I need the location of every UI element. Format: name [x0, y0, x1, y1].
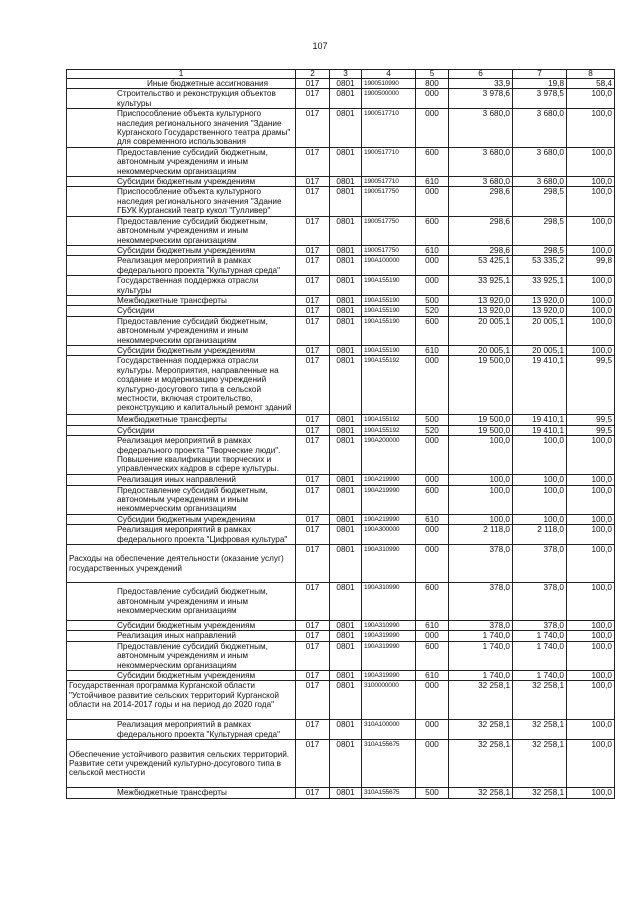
row-name-cell: Государственная программа Курганской области "Устойчивое развитие сельских территорий Курганской области на 2014-2017 годы и на период до 2020 года" — [67, 681, 296, 720]
expense-type-cell: 610 — [416, 621, 449, 631]
admin-code-cell: 017 — [296, 295, 330, 305]
admin-code-cell: 017 — [296, 475, 330, 485]
section-code-cell: 0801 — [330, 583, 362, 621]
page-number: 107 — [312, 41, 328, 51]
table-row — [67, 316, 615, 345]
expense-type-cell: 500 — [416, 295, 449, 305]
row-name-cell: Строительство и реконструкция объектов культуры — [67, 89, 296, 109]
admin-code-cell: 017 — [296, 641, 330, 670]
actual-amount-cell: 53 335,2 — [513, 256, 567, 276]
planned-amount-cell: 19 500,0 — [449, 415, 513, 425]
row-name-cell: Предоставление субсидий бюджетным, автономным учреждениям и иным некоммерческим организациям — [67, 147, 296, 176]
planned-amount-cell: 53 425,1 — [449, 256, 513, 276]
table-row — [67, 256, 615, 276]
planned-amount-cell: 20 005,1 — [449, 345, 513, 355]
admin-code-cell: 017 — [296, 79, 330, 89]
planned-amount-cell: 32 258,1 — [449, 740, 513, 788]
row-name-cell: Реализация мероприятий в рамках федерального проекта "Культурная среда" — [67, 720, 296, 740]
planned-amount-cell: 378,0 — [449, 621, 513, 631]
expense-type-cell: 000 — [416, 89, 449, 109]
section-code-cell: 0801 — [330, 295, 362, 305]
section-code-cell: 0801 — [330, 641, 362, 670]
column-header: 6 — [449, 70, 513, 79]
admin-code-cell: 017 — [296, 671, 330, 681]
target-article-cell: 190A300000 — [362, 525, 416, 545]
planned-amount-cell: 298,6 — [449, 187, 513, 216]
section-code-cell: 0801 — [330, 306, 362, 316]
execution-percent-cell: 58,4 — [567, 79, 615, 89]
admin-code-cell: 017 — [296, 525, 330, 545]
actual-amount-cell: 32 258,1 — [513, 788, 567, 799]
expense-type-cell: 000 — [416, 475, 449, 485]
actual-amount-cell: 298,5 — [513, 187, 567, 216]
admin-code-cell: 017 — [296, 436, 330, 475]
planned-amount-cell: 19 500,0 — [449, 356, 513, 415]
execution-percent-cell: 100,0 — [567, 671, 615, 681]
actual-amount-cell: 20 005,1 — [513, 316, 567, 345]
section-code-cell: 0801 — [330, 485, 362, 514]
target-article-cell: 3100000000 — [362, 681, 416, 720]
admin-code-cell: 017 — [296, 621, 330, 631]
execution-percent-cell: 100,0 — [567, 740, 615, 788]
table-row — [67, 514, 615, 524]
expense-type-cell: 500 — [416, 415, 449, 425]
expense-type-cell: 000 — [416, 525, 449, 545]
planned-amount-cell: 1 740,0 — [449, 631, 513, 641]
execution-percent-cell: 100,0 — [567, 276, 615, 296]
section-code-cell: 0801 — [330, 514, 362, 524]
table-row — [67, 276, 615, 296]
row-name-cell: Предоставление субсидий бюджетным, автономным учреждениям и иным некоммерческим организациям — [67, 216, 296, 245]
table-row — [67, 681, 615, 720]
row-name-cell: Государственная поддержка отрасли культуры — [67, 276, 296, 296]
admin-code-cell: 017 — [296, 276, 330, 296]
planned-amount-cell: 20 005,1 — [449, 316, 513, 345]
actual-amount-cell: 20 005,1 — [513, 345, 567, 355]
planned-amount-cell: 1 740,0 — [449, 641, 513, 670]
planned-amount-cell: 3 978,6 — [449, 89, 513, 109]
expense-type-cell: 000 — [416, 545, 449, 583]
target-article-cell: 190A200000 — [362, 436, 416, 475]
expense-type-cell: 600 — [416, 147, 449, 176]
row-name-cell: Обеспечение устойчивого развития сельских территорий. Развитие сети учреждений культурно-досугового типа в сельской местности — [67, 740, 296, 788]
table-row — [67, 720, 615, 740]
row-name-cell: Предоставление субсидий бюджетным, автономным учреждениям и иным некоммерческим организациям — [67, 485, 296, 514]
section-code-cell: 0801 — [330, 245, 362, 255]
planned-amount-cell: 298,6 — [449, 216, 513, 245]
planned-amount-cell: 3 680,0 — [449, 147, 513, 176]
admin-code-cell: 017 — [296, 583, 330, 621]
expense-type-cell: 600 — [416, 216, 449, 245]
target-article-cell: 1900517710 — [362, 147, 416, 176]
section-code-cell: 0801 — [330, 671, 362, 681]
table-row — [67, 525, 615, 545]
admin-code-cell: 017 — [296, 788, 330, 799]
admin-code-cell: 017 — [296, 177, 330, 187]
execution-percent-cell: 100,0 — [567, 245, 615, 255]
table-row — [67, 245, 615, 255]
section-code-cell: 0801 — [330, 89, 362, 109]
admin-code-cell: 017 — [296, 415, 330, 425]
expense-type-cell: 000 — [416, 436, 449, 475]
expense-type-cell: 610 — [416, 245, 449, 255]
column-header: 2 — [296, 70, 330, 79]
admin-code-cell: 017 — [296, 187, 330, 216]
expense-type-cell: 500 — [416, 788, 449, 799]
target-article-cell: 1900517710 — [362, 177, 416, 187]
actual-amount-cell: 13 920,0 — [513, 295, 567, 305]
actual-amount-cell: 19 410,1 — [513, 356, 567, 415]
admin-code-cell: 017 — [296, 89, 330, 109]
actual-amount-cell: 3 978,5 — [513, 89, 567, 109]
table-row — [67, 545, 615, 583]
section-code-cell: 0801 — [330, 356, 362, 415]
section-code-cell: 0801 — [330, 631, 362, 641]
row-name-cell: Реализация мероприятий в рамках федерального проекта "Цифровая культура" — [67, 525, 296, 545]
admin-code-cell: 017 — [296, 306, 330, 316]
target-article-cell: 1900517710 — [362, 109, 416, 148]
expense-type-cell: 600 — [416, 316, 449, 345]
execution-percent-cell: 100,0 — [567, 485, 615, 514]
table-row — [67, 485, 615, 514]
target-article-cell: 190A219990 — [362, 485, 416, 514]
expense-type-cell: 000 — [416, 187, 449, 216]
actual-amount-cell: 100,0 — [513, 475, 567, 485]
section-code-cell: 0801 — [330, 316, 362, 345]
admin-code-cell: 017 — [296, 740, 330, 788]
actual-amount-cell: 1 740,0 — [513, 631, 567, 641]
target-article-cell: 190A219990 — [362, 475, 416, 485]
planned-amount-cell: 1 740,0 — [449, 671, 513, 681]
admin-code-cell: 017 — [296, 256, 330, 276]
section-code-cell: 0801 — [330, 681, 362, 720]
column-header: 8 — [567, 70, 615, 79]
expense-type-cell: 600 — [416, 641, 449, 670]
target-article-cell: 190A319990 — [362, 631, 416, 641]
admin-code-cell: 017 — [296, 216, 330, 245]
admin-code-cell: 017 — [296, 245, 330, 255]
planned-amount-cell: 33,9 — [449, 79, 513, 89]
row-name-cell: Приспособление объекта культурного наследия регионального значения "Здание Курганского Государственного театра драмы" для современного использования — [67, 109, 296, 148]
actual-amount-cell: 32 258,1 — [513, 740, 567, 788]
row-name-cell: Субсидии бюджетным учреждениям — [67, 177, 296, 187]
table-row — [67, 621, 615, 631]
table-row — [67, 583, 615, 621]
target-article-cell: 310A155675 — [362, 788, 416, 799]
section-code-cell: 0801 — [330, 216, 362, 245]
section-code-cell: 0801 — [330, 436, 362, 475]
section-code-cell: 0801 — [330, 525, 362, 545]
table-row — [67, 436, 615, 475]
actual-amount-cell: 32 258,1 — [513, 720, 567, 740]
target-article-cell: 190A100000 — [362, 256, 416, 276]
expense-type-cell: 000 — [416, 740, 449, 788]
execution-percent-cell: 100,0 — [567, 545, 615, 583]
target-article-cell: 190A155192 — [362, 425, 416, 435]
execution-percent-cell: 100,0 — [567, 306, 615, 316]
execution-percent-cell: 100,0 — [567, 316, 615, 345]
actual-amount-cell: 298,5 — [513, 216, 567, 245]
planned-amount-cell: 32 258,1 — [449, 720, 513, 740]
expense-type-cell: 000 — [416, 720, 449, 740]
execution-percent-cell: 100,0 — [567, 216, 615, 245]
table-row — [67, 79, 615, 89]
expense-type-cell: 610 — [416, 671, 449, 681]
row-name-cell: Субсидии бюджетным учреждениям — [67, 245, 296, 255]
execution-percent-cell: 100,0 — [567, 621, 615, 631]
target-article-cell: 190A219990 — [362, 514, 416, 524]
planned-amount-cell: 32 258,1 — [449, 788, 513, 799]
section-code-cell: 0801 — [330, 415, 362, 425]
expense-type-cell: 000 — [416, 681, 449, 720]
execution-percent-cell: 100,0 — [567, 177, 615, 187]
admin-code-cell: 017 — [296, 356, 330, 415]
execution-percent-cell: 100,0 — [567, 89, 615, 109]
target-article-cell: 190A155190 — [362, 276, 416, 296]
actual-amount-cell: 100,0 — [513, 514, 567, 524]
row-name-cell: Иные бюджетные ассигнования — [67, 79, 296, 89]
target-article-cell: 310A100000 — [362, 720, 416, 740]
admin-code-cell: 017 — [296, 345, 330, 355]
table-row — [67, 216, 615, 245]
section-code-cell: 0801 — [330, 256, 362, 276]
table-row — [67, 425, 615, 435]
actual-amount-cell: 378,0 — [513, 583, 567, 621]
actual-amount-cell: 3 680,0 — [513, 109, 567, 148]
section-code-cell: 0801 — [330, 475, 362, 485]
planned-amount-cell: 378,0 — [449, 545, 513, 583]
execution-percent-cell: 100,0 — [567, 187, 615, 216]
execution-percent-cell: 100,0 — [567, 583, 615, 621]
table-row — [67, 788, 615, 799]
actual-amount-cell: 32 258,1 — [513, 681, 567, 720]
row-name-cell: Межбюджетные трансферты — [67, 788, 296, 799]
row-name-cell: Приспособление объекта культурного наследия регионального значения "Здание ГБУК Курганский театр кукол "Гулливер" — [67, 187, 296, 216]
admin-code-cell: 017 — [296, 316, 330, 345]
execution-percent-cell: 100,0 — [567, 345, 615, 355]
expense-type-cell: 610 — [416, 514, 449, 524]
actual-amount-cell: 13 920,0 — [513, 306, 567, 316]
planned-amount-cell: 3 680,0 — [449, 177, 513, 187]
execution-percent-cell: 100,0 — [567, 525, 615, 545]
actual-amount-cell: 100,0 — [513, 436, 567, 475]
table-row — [67, 295, 615, 305]
column-header: 5 — [416, 70, 449, 79]
row-name-cell: Предоставление субсидий бюджетным, автономным учреждениям и иным некоммерческим организациям — [67, 641, 296, 670]
actual-amount-cell: 19,8 — [513, 79, 567, 89]
section-code-cell: 0801 — [330, 621, 362, 631]
planned-amount-cell: 100,0 — [449, 436, 513, 475]
target-article-cell: 190A155190 — [362, 295, 416, 305]
execution-percent-cell: 100,0 — [567, 641, 615, 670]
expense-type-cell: 000 — [416, 109, 449, 148]
section-code-cell: 0801 — [330, 276, 362, 296]
row-name-cell: Межбюджетные трансферты — [67, 415, 296, 425]
planned-amount-cell: 100,0 — [449, 475, 513, 485]
row-name-cell: Межбюджетные трансферты — [67, 295, 296, 305]
table-row — [67, 306, 615, 316]
admin-code-cell: 017 — [296, 545, 330, 583]
planned-amount-cell: 3 680,0 — [449, 109, 513, 148]
row-name-cell: Субсидии — [67, 425, 296, 435]
target-article-cell: 1900517750 — [362, 216, 416, 245]
section-code-cell: 0801 — [330, 109, 362, 148]
planned-amount-cell: 13 920,0 — [449, 295, 513, 305]
planned-amount-cell: 100,0 — [449, 485, 513, 514]
target-article-cell: 1900510990 — [362, 79, 416, 89]
table-row — [67, 187, 615, 216]
target-article-cell: 190A155190 — [362, 345, 416, 355]
admin-code-cell: 017 — [296, 631, 330, 641]
table-row — [67, 415, 615, 425]
execution-percent-cell: 100,0 — [567, 147, 615, 176]
actual-amount-cell: 1 740,0 — [513, 671, 567, 681]
table-row — [67, 631, 615, 641]
actual-amount-cell: 19 410,1 — [513, 415, 567, 425]
planned-amount-cell: 298,6 — [449, 245, 513, 255]
execution-percent-cell: 100,0 — [567, 436, 615, 475]
column-header: 7 — [513, 70, 567, 79]
column-header: 3 — [330, 70, 362, 79]
row-name-cell: Реализация иных направлений — [67, 631, 296, 641]
execution-percent-cell: 100,0 — [567, 720, 615, 740]
admin-code-cell: 017 — [296, 485, 330, 514]
planned-amount-cell: 19 500,0 — [449, 425, 513, 435]
target-article-cell: 190A310990 — [362, 621, 416, 631]
actual-amount-cell: 3 680,0 — [513, 177, 567, 187]
table-row — [67, 89, 615, 109]
planned-amount-cell: 13 920,0 — [449, 306, 513, 316]
planned-amount-cell: 33 925,1 — [449, 276, 513, 296]
planned-amount-cell: 32 258,1 — [449, 681, 513, 720]
target-article-cell: 190A155192 — [362, 356, 416, 415]
section-code-cell: 0801 — [330, 788, 362, 799]
planned-amount-cell: 2 118,0 — [449, 525, 513, 545]
actual-amount-cell: 100,0 — [513, 485, 567, 514]
execution-percent-cell: 100,0 — [567, 295, 615, 305]
actual-amount-cell: 19 410,1 — [513, 425, 567, 435]
row-name-cell: Расходы на обеспечение деятельности (оказание услуг) государственных учреждений — [67, 545, 296, 583]
planned-amount-cell: 100,0 — [449, 514, 513, 524]
execution-percent-cell: 99,5 — [567, 425, 615, 435]
target-article-cell: 190A319990 — [362, 641, 416, 670]
row-name-cell: Субсидии бюджетным учреждениям — [67, 345, 296, 355]
section-code-cell: 0801 — [330, 187, 362, 216]
target-article-cell: 190A310990 — [362, 583, 416, 621]
row-name-cell: Субсидии — [67, 306, 296, 316]
execution-percent-cell: 99,5 — [567, 415, 615, 425]
admin-code-cell: 017 — [296, 681, 330, 720]
section-code-cell: 0801 — [330, 545, 362, 583]
admin-code-cell: 017 — [296, 109, 330, 148]
row-name-cell: Государственная поддержка отрасли культуры. Мероприятия, направленные на создание и модернизацию учреждений культурно-досугового типа в сельской местности, включая строительство, реконструкцию и капитальный ремонт зданий — [67, 356, 296, 415]
execution-percent-cell: 100,0 — [567, 514, 615, 524]
admin-code-cell: 017 — [296, 720, 330, 740]
actual-amount-cell: 33 925,1 — [513, 276, 567, 296]
expense-type-cell: 610 — [416, 177, 449, 187]
actual-amount-cell: 298,5 — [513, 245, 567, 255]
expense-type-cell: 520 — [416, 306, 449, 316]
execution-percent-cell: 100,0 — [567, 631, 615, 641]
execution-percent-cell: 100,0 — [567, 788, 615, 799]
table-row — [67, 356, 615, 415]
section-code-cell: 0801 — [330, 177, 362, 187]
table-row — [67, 641, 615, 670]
execution-percent-cell: 100,0 — [567, 109, 615, 148]
budget-table — [66, 69, 615, 799]
expense-type-cell: 600 — [416, 485, 449, 514]
row-name-cell: Реализация мероприятий в рамках федерального проекта "Культурная среда" — [67, 256, 296, 276]
section-code-cell: 0801 — [330, 425, 362, 435]
target-article-cell: 190A155190 — [362, 306, 416, 316]
admin-code-cell: 017 — [296, 425, 330, 435]
row-name-cell: Субсидии бюджетным учреждениям — [67, 621, 296, 631]
row-name-cell: Субсидии бюджетным учреждениям — [67, 514, 296, 524]
header-row — [67, 70, 615, 79]
target-article-cell: 190A155192 — [362, 415, 416, 425]
expense-type-cell: 610 — [416, 345, 449, 355]
column-header: 1 — [67, 70, 296, 79]
actual-amount-cell: 378,0 — [513, 545, 567, 583]
row-name-cell: Реализация иных направлений — [67, 475, 296, 485]
section-code-cell: 0801 — [330, 345, 362, 355]
section-code-cell: 0801 — [330, 147, 362, 176]
execution-percent-cell: 100,0 — [567, 681, 615, 720]
target-article-cell: 1900517750 — [362, 245, 416, 255]
row-name-cell: Предоставление субсидий бюджетным, автономным учреждениям и иным некоммерческим организациям — [67, 583, 296, 621]
planned-amount-cell: 378,0 — [449, 583, 513, 621]
expense-type-cell: 000 — [416, 631, 449, 641]
target-article-cell: 190A319990 — [362, 671, 416, 681]
actual-amount-cell: 1 740,0 — [513, 641, 567, 670]
admin-code-cell: 017 — [296, 514, 330, 524]
target-article-cell: 190A310990 — [362, 545, 416, 583]
execution-percent-cell: 100,0 — [567, 475, 615, 485]
actual-amount-cell: 378,0 — [513, 621, 567, 631]
target-article-cell: 190A155190 — [362, 316, 416, 345]
execution-percent-cell: 99,5 — [567, 356, 615, 415]
table-row — [67, 109, 615, 148]
target-article-cell: 1900500000 — [362, 89, 416, 109]
table-row — [67, 671, 615, 681]
table-row — [67, 147, 615, 176]
target-article-cell: 1900517750 — [362, 187, 416, 216]
column-header: 4 — [362, 70, 416, 79]
actual-amount-cell: 2 118,0 — [513, 525, 567, 545]
table-row — [67, 740, 615, 788]
expense-type-cell: 600 — [416, 583, 449, 621]
section-code-cell: 0801 — [330, 740, 362, 788]
expense-type-cell: 000 — [416, 356, 449, 415]
table-row — [67, 177, 615, 187]
section-code-cell: 0801 — [330, 720, 362, 740]
target-article-cell: 310A155675 — [362, 740, 416, 788]
expense-type-cell: 520 — [416, 425, 449, 435]
row-name-cell: Предоставление субсидий бюджетным, автономным учреждениям и иным некоммерческим организациям — [67, 316, 296, 345]
admin-code-cell: 017 — [296, 147, 330, 176]
row-name-cell: Реализация мероприятий в рамках федерального проекта "Творческие люди". Повышение квалификации творческих и управленческих кадров в сфере культуры. — [67, 436, 296, 475]
expense-type-cell: 000 — [416, 276, 449, 296]
table-row — [67, 345, 615, 355]
section-code-cell: 0801 — [330, 79, 362, 89]
row-name-cell: Субсидии бюджетным учреждениям — [67, 671, 296, 681]
expense-type-cell: 000 — [416, 256, 449, 276]
actual-amount-cell: 3 680,0 — [513, 147, 567, 176]
expense-type-cell: 800 — [416, 79, 449, 89]
execution-percent-cell: 99,8 — [567, 256, 615, 276]
table-row — [67, 475, 615, 485]
